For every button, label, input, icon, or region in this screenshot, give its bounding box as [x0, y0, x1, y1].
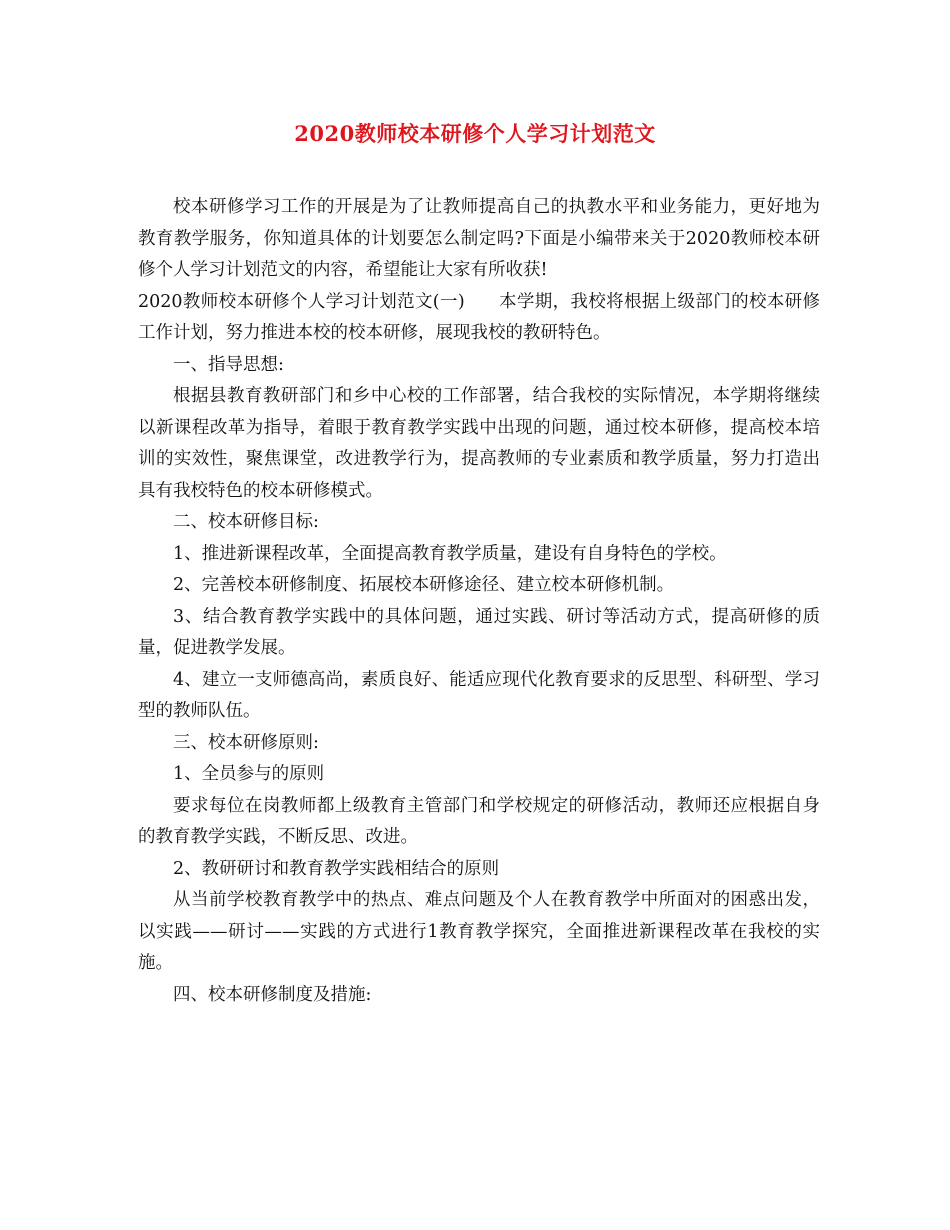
- goal-item-2: 2、完善校本研修制度、拓展校本研修途径、建立校本研修机制。: [173, 575, 675, 595]
- goal-item-4: 4、建立一支师德高尚，素质良好、能适应现代化教育要求的反思型、科研型、学习型的教师队伍。: [138, 669, 820, 721]
- heading-system-measures: 四、校本研修制度及措施:: [173, 984, 372, 1005]
- heading-guiding-ideology: 一、指导思想:: [173, 354, 284, 375]
- principle-item-1: 1、全员参与的原则: [173, 764, 325, 784]
- principle-1-detail: 要求每位在岗教师都上级教育主管部门和学校规定的研修活动，教师还应根据自身的教育教学实践，不断反思、改进。: [138, 795, 820, 847]
- goal-item-3: 3、结合教育教学实践中的具体问题，通过实践、研讨等活动方式，提高研修的质量，促进教学发展。: [138, 606, 820, 658]
- intro-paragraph: 校本研修学习工作的开展是为了让教师提高自己的执教水平和业务能力，更好地为教育教学服务，你知道具体的计划要怎么制定吗?下面是小编带来关于2020教师校本研修个人学习计划范文的内容，希望能让大家有所收获!: [138, 197, 820, 280]
- section-lead: 本学期，我校将根据上级部门的校本研修工作计划，努力推进本校的校本研修，展现我校的教研特色。: [138, 291, 820, 343]
- heading-research-goals: 二、校本研修目标:: [173, 512, 319, 532]
- principle-item-2: 2、教研研讨和教育教学实践相结合的原则: [173, 858, 500, 879]
- heading-research-principles: 三、校本研修原则:: [173, 732, 319, 753]
- principle-2-detail: 从当前学校教育教学中的热点、难点问题及个人在教育教学中所面对的困惑出发，以实践——研讨——实践的方式进行1教育教学探究，全面推进新课程改革在我校的实施。: [138, 890, 820, 973]
- section-heading-paragraph: [138, 287, 820, 350]
- goal-item-1: 1、推进新课程改革，全面提高教育教学质量，建设有自身特色的学校。: [173, 543, 727, 564]
- section-heading: 2020教师校本研修个人学习计划范文(一): [138, 291, 465, 312]
- paragraph-guiding-ideology: 根据县教育教研部门和乡中心校的工作部署，结合我校的实际情况，本学期将继续以新课程改革为指导，着眼于教育教学实践中出现的问题，通过校本研修，提高校本培训的实效性，聚焦课堂，改进教学行为，提高教师的专业素质和教学质量，努力打造出具有我校特色的校本研修模式。: [138, 386, 820, 501]
- document-body: [138, 192, 820, 1011]
- document-title: 2020教师校本研修个人学习计划范文: [294, 121, 656, 146]
